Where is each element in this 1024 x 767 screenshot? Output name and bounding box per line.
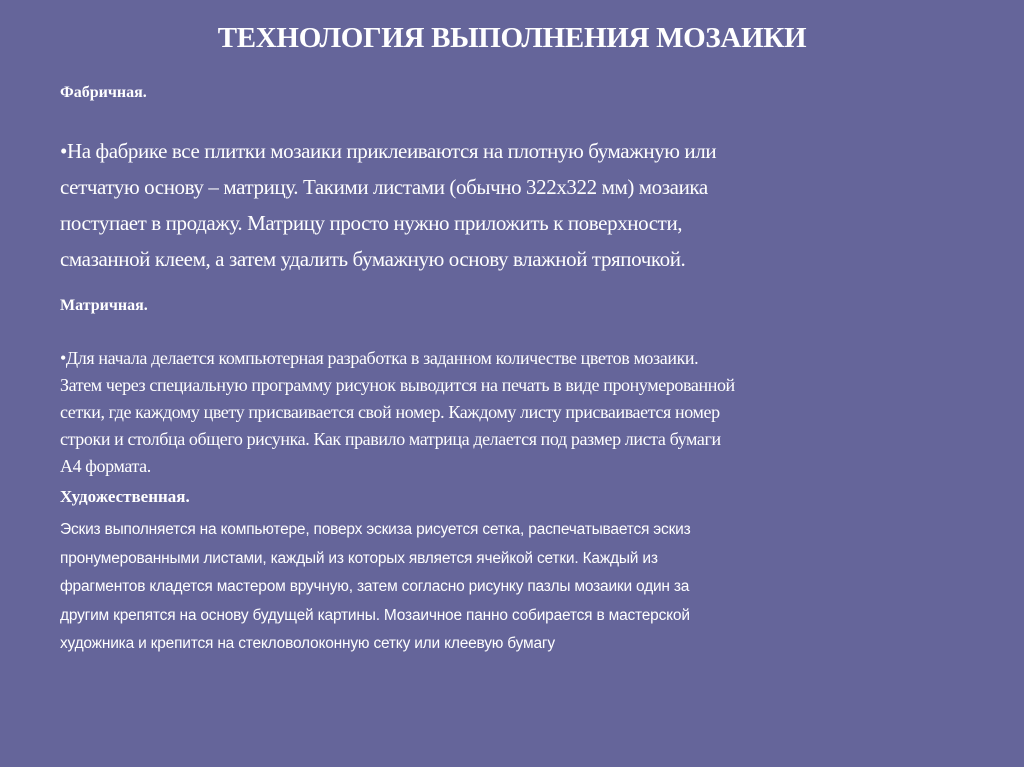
text-line: другим крепятся на основу будущей картины. Мозаичное панно собирается в мастерской [60, 606, 690, 624]
text-line: художника и крепится на стекловолоконную сетку или клеевую бумагу [60, 635, 555, 652]
text-line: пронумерованными листами, каждый из которых является ячейкой сетки. Каждый из [60, 549, 658, 567]
text-line: •На фабрике все плитки мозаики приклеиваются на плотную бумажную или [60, 139, 717, 163]
heading-factory: Фабричная. [60, 84, 147, 101]
text-line: А4 формата. [60, 456, 151, 476]
text-line: Эскиз выполняется на компьютере, поверх эскиза рисуется сетка, распечатывается эскиз [60, 521, 691, 538]
text-line: строки и столбца общего рисунка. Как правило матрица делается под размер листа бумаги [60, 429, 721, 449]
paragraph-artistic [60, 516, 691, 659]
heading-artistic: Художественная. [60, 487, 190, 506]
heading-matrix: Матричная. [60, 297, 148, 314]
slide-title: ТЕХНОЛОГИЯ ВЫПОЛНЕНИЯ МОЗАИКИ [217, 22, 807, 54]
text-line: сетки, где каждому цвету присваивается свой номер. Каждому листу присваивается номер [60, 402, 720, 422]
paragraph-matrix [60, 345, 735, 480]
text-line: фрагментов кладется мастером вручную, затем согласно рисунку пазлы мозаики один за [60, 578, 690, 595]
text-line: смазанной клеем, а затем удалить бумажную основу влажной тряпочкой. [60, 247, 686, 271]
text-line: сетчатую основу – матрицу. Такими листами (обычно 322х322 мм) мозаика [60, 175, 708, 199]
text-line: Затем через специальную программу рисунок выводится на печать в виде пронумерованной [60, 375, 735, 395]
paragraph-factory [60, 133, 716, 277]
text-line: •Для начала делается компьютерная разработка в заданном количестве цветов мозаики. [60, 348, 699, 368]
text-line: поступает в продажу. Матрицу просто нужно приложить к поверхности, [60, 211, 683, 235]
